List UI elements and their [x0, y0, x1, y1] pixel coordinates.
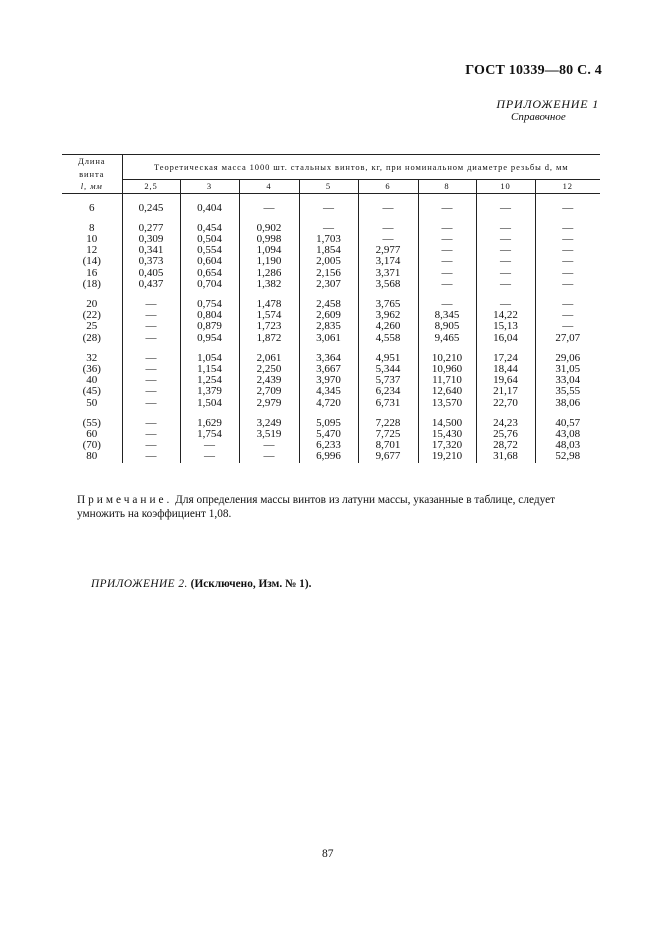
mass-cell: —: [122, 440, 180, 451]
mass-cell: —: [418, 234, 476, 245]
mass-cell: 6,996: [299, 451, 358, 462]
mass-cell: 7,228: [358, 418, 418, 429]
mass-cell: 4,345: [299, 386, 358, 397]
mass-cell: 2,250: [239, 364, 299, 375]
appendix-2-text: (Исключено, Изм. № 1).: [187, 578, 312, 590]
mass-cell: 1,382: [239, 279, 299, 290]
mass-cell: —: [418, 203, 476, 214]
mass-cell: 2,979: [239, 398, 299, 409]
mass-cell: 6,233: [299, 440, 358, 451]
length-cell: 16: [86, 266, 98, 279]
mass-cell: —: [122, 375, 180, 386]
mass-cell: 1,754: [180, 429, 239, 440]
mass-cell: 9,465: [418, 333, 476, 344]
mass-cell: 3,962: [358, 310, 418, 321]
mass-cell: 3,970: [299, 375, 358, 386]
mass-cell: 3,061: [299, 333, 358, 344]
length-cell: (28): [82, 331, 101, 344]
mass-cell: 4,951: [358, 353, 418, 364]
mass-cell: 3,364: [299, 353, 358, 364]
mass-cell: —: [122, 321, 180, 332]
mass-cell: 3,249: [239, 418, 299, 429]
mass-cell: 1,054: [180, 353, 239, 364]
mass-cell: 0,404: [180, 203, 239, 214]
mass-cell: 3,371: [358, 268, 418, 279]
mass-cell: 0,879: [180, 321, 239, 332]
mass-cell: 4,260: [358, 321, 418, 332]
mass-cell: 2,609: [299, 310, 358, 321]
mass-cell: —: [476, 279, 535, 290]
mass-cell: —: [122, 333, 180, 344]
length-header-line: винта: [79, 168, 105, 179]
mass-cell: 0,437: [122, 279, 180, 290]
mass-cell: —: [299, 203, 358, 214]
length-header-line: l, мм: [80, 181, 103, 191]
mass-cell: 1,190: [239, 256, 299, 267]
mass-cell: 2,156: [299, 268, 358, 279]
mass-cell: 21,17: [476, 386, 535, 397]
mass-cell: —: [476, 245, 535, 256]
length-cell: 32: [86, 351, 98, 364]
mass-cell: —: [239, 203, 299, 214]
mass-cell: 0,704: [180, 279, 239, 290]
note-label: Примечание.: [77, 494, 173, 506]
mass-cell: 13,570: [418, 398, 476, 409]
mass-cell: 0,554: [180, 245, 239, 256]
mass-cell: —: [122, 418, 180, 429]
mass-cell: —: [535, 203, 600, 214]
table-body: [62, 193, 600, 463]
diameter-header-cell: 8: [418, 179, 476, 193]
mass-cell: —: [418, 245, 476, 256]
length-cell: (36): [82, 362, 101, 375]
length-cell: (22): [82, 309, 101, 322]
mass-cell: —: [476, 223, 535, 234]
length-header-line: Длина: [78, 156, 106, 166]
diameter-header-cell: 5: [299, 179, 358, 193]
mass-cell: 1,094: [239, 245, 299, 256]
table-row: [62, 256, 600, 267]
mass-cell: 9,677: [358, 451, 418, 462]
table-row: [62, 333, 600, 344]
mass-cell: —: [535, 299, 600, 310]
mass-cell: 35,55: [535, 386, 600, 397]
table-note: [77, 492, 602, 508]
mass-cell: 0,405: [122, 268, 180, 279]
mass-cell: —: [418, 299, 476, 310]
length-cell: 6: [89, 201, 95, 214]
diameter-header-cell: 10: [476, 179, 535, 193]
mass-cell: 19,64: [476, 375, 535, 386]
mass-cell: —: [122, 429, 180, 440]
mass-cell: 27,07: [535, 333, 600, 344]
mass-cell: —: [180, 451, 239, 462]
mass-cell: 2,977: [358, 245, 418, 256]
length-cell: 50: [86, 396, 98, 409]
mass-cell: —: [476, 203, 535, 214]
mass-cell: 52,98: [535, 451, 600, 462]
mass-cell: 0,245: [122, 203, 180, 214]
page-number: 87: [322, 848, 334, 860]
appendix-subtitle: Справочное: [511, 111, 566, 123]
mass-cell: 4,558: [358, 333, 418, 344]
table-row: [62, 398, 600, 409]
mass-cell: —: [122, 299, 180, 310]
note-text: Для определения массы винтов из латуни массы, указанные в таблице, следует: [172, 494, 556, 506]
mass-cell: 0,902: [239, 223, 299, 234]
mass-cell: 1,629: [180, 418, 239, 429]
mass-cell: 0,277: [122, 223, 180, 234]
mass-cell: 1,872: [239, 333, 299, 344]
mass-cell: —: [535, 223, 600, 234]
mass-cell: 0,604: [180, 256, 239, 267]
table-row: [62, 451, 600, 462]
mass-cell: 2,458: [299, 299, 358, 310]
diameter-header-cell: 2,5: [122, 179, 180, 193]
mass-cell: 7,725: [358, 429, 418, 440]
diameter-header-cell: 4: [239, 179, 299, 193]
length-cell: (14): [82, 255, 101, 268]
mass-cell: 12,640: [418, 386, 476, 397]
mass-cell: 3,174: [358, 256, 418, 267]
mass-cell: 31,05: [535, 364, 600, 375]
mass-cell: 5,737: [358, 375, 418, 386]
mass-cell: —: [358, 234, 418, 245]
mass-cell: 1,703: [299, 234, 358, 245]
mass-cell: 14,22: [476, 310, 535, 321]
mass-cell: —: [476, 299, 535, 310]
length-cell: (18): [82, 277, 101, 290]
mass-cell: 1,478: [239, 299, 299, 310]
mass-cell: 1,154: [180, 364, 239, 375]
document-header: ГОСТ 10339—80 С. 4: [465, 63, 602, 78]
mass-cell: —: [418, 223, 476, 234]
mass-cell: —: [122, 386, 180, 397]
mass-cell: 3,519: [239, 429, 299, 440]
mass-cell: 1,379: [180, 386, 239, 397]
length-cell: (55): [82, 416, 101, 429]
mass-cell: 4,720: [299, 398, 358, 409]
mass-cell: 33,04: [535, 375, 600, 386]
mass-cell: 8,905: [418, 321, 476, 332]
mass-cell: —: [535, 279, 600, 290]
mass-cell: 28,72: [476, 440, 535, 451]
mass-cell: —: [535, 321, 600, 332]
mass-cell: 17,320: [418, 440, 476, 451]
mass-cell: 0,309: [122, 234, 180, 245]
table-row: [62, 386, 600, 397]
mass-cell: —: [476, 268, 535, 279]
length-cell: 10: [86, 232, 98, 245]
mass-cell: 5,344: [358, 364, 418, 375]
mass-cell: —: [535, 256, 600, 267]
mass-cell: 0,998: [239, 234, 299, 245]
mass-cell: —: [535, 310, 600, 321]
mass-cell: 2,439: [239, 375, 299, 386]
mass-cell: —: [122, 310, 180, 321]
mass-cell: —: [358, 223, 418, 234]
mass-cell: 8,345: [418, 310, 476, 321]
mass-cell: —: [239, 451, 299, 462]
mass-cell: 10,210: [418, 353, 476, 364]
mass-cell: 1,504: [180, 398, 239, 409]
mass-cell: 40,57: [535, 418, 600, 429]
length-cell: 12: [86, 244, 98, 257]
mass-cell: —: [476, 234, 535, 245]
mass-cell: 16,04: [476, 333, 535, 344]
mass-cell: 1,574: [239, 310, 299, 321]
mass-cell: 2,835: [299, 321, 358, 332]
mass-cell: 2,061: [239, 353, 299, 364]
appendix-title: ПРИЛОЖЕНИЕ 1: [496, 97, 599, 111]
table-row: [62, 203, 600, 214]
length-cell: 20: [86, 297, 98, 310]
mass-cell: 0,373: [122, 256, 180, 267]
appendix-2-title: ПРИЛОЖЕНИЕ 2.: [91, 578, 188, 590]
mass-cell: 31,68: [476, 451, 535, 462]
length-cell: (70): [82, 439, 101, 452]
table-row: [62, 321, 600, 332]
mass-cell: 29,06: [535, 353, 600, 364]
mass-cell: —: [122, 364, 180, 375]
mass-cell: 3,765: [358, 299, 418, 310]
diameter-header-row: [62, 179, 600, 193]
mass-cell: 0,954: [180, 333, 239, 344]
mass-cell: —: [122, 398, 180, 409]
mass-cell: 2,307: [299, 279, 358, 290]
mass-cell: 15,13: [476, 321, 535, 332]
diameter-header-cell: 6: [358, 179, 418, 193]
mass-cell: —: [418, 256, 476, 267]
mass-cell: 25,76: [476, 429, 535, 440]
mass-cell: 3,667: [299, 364, 358, 375]
mass-cell: —: [476, 256, 535, 267]
mass-cell: 18,44: [476, 364, 535, 375]
mass-cell: —: [418, 279, 476, 290]
mass-cell: 5,470: [299, 429, 358, 440]
mass-cell: 22,70: [476, 398, 535, 409]
mass-cell: 10,960: [418, 364, 476, 375]
mass-cell: 2,709: [239, 386, 299, 397]
mass-cell: —: [535, 268, 600, 279]
mass-cell: 48,03: [535, 440, 600, 451]
mass-cell: —: [122, 451, 180, 462]
length-cell: 8: [89, 221, 95, 234]
mass-cell: 8,701: [358, 440, 418, 451]
mass-span-header: Теоретическая масса 1000 шт. стальных винтов, кг, при номинальном диаметре резьбы d, мм: [122, 155, 600, 180]
mass-cell: 3,568: [358, 279, 418, 290]
length-cell: 60: [86, 427, 98, 440]
mass-cell: —: [239, 440, 299, 451]
mass-cell: 17,24: [476, 353, 535, 364]
mass-cell: 1,286: [239, 268, 299, 279]
mass-cell: 1,723: [239, 321, 299, 332]
mass-cell: 0,754: [180, 299, 239, 310]
length-cell: (45): [82, 385, 101, 398]
length-column-header: [62, 155, 122, 194]
length-cell: 80: [86, 450, 98, 463]
diameter-header-cell: 12: [535, 179, 600, 193]
table-row: [62, 279, 600, 290]
mass-cell: 6,731: [358, 398, 418, 409]
mass-cell: 0,654: [180, 268, 239, 279]
mass-cell: 0,504: [180, 234, 239, 245]
length-cell: 40: [86, 374, 98, 387]
mass-cell: 14,500: [418, 418, 476, 429]
mass-cell: —: [418, 268, 476, 279]
mass-cell: 43,08: [535, 429, 600, 440]
mass-cell: —: [535, 234, 600, 245]
mass-cell: 38,06: [535, 398, 600, 409]
length-cell: 25: [86, 320, 98, 333]
mass-cell: —: [535, 245, 600, 256]
mass-cell: 11,710: [418, 375, 476, 386]
note-text-continued: умножить на коэффициент 1,08.: [77, 508, 232, 520]
mass-table: [62, 154, 600, 463]
mass-cell: 0,804: [180, 310, 239, 321]
mass-cell: —: [299, 223, 358, 234]
mass-cell: —: [122, 353, 180, 364]
mass-cell: 1,254: [180, 375, 239, 386]
mass-cell: —: [180, 440, 239, 451]
mass-cell: 1,854: [299, 245, 358, 256]
mass-cell: 0,454: [180, 223, 239, 234]
mass-cell: 2,005: [299, 256, 358, 267]
diameter-header-cell: 3: [180, 179, 239, 193]
mass-cell: —: [358, 203, 418, 214]
mass-cell: 19,210: [418, 451, 476, 462]
mass-cell: 6,234: [358, 386, 418, 397]
mass-cell: 24,23: [476, 418, 535, 429]
appendix-2-line: [91, 578, 311, 590]
mass-cell: 15,430: [418, 429, 476, 440]
mass-cell: 5,095: [299, 418, 358, 429]
mass-cell: 0,341: [122, 245, 180, 256]
